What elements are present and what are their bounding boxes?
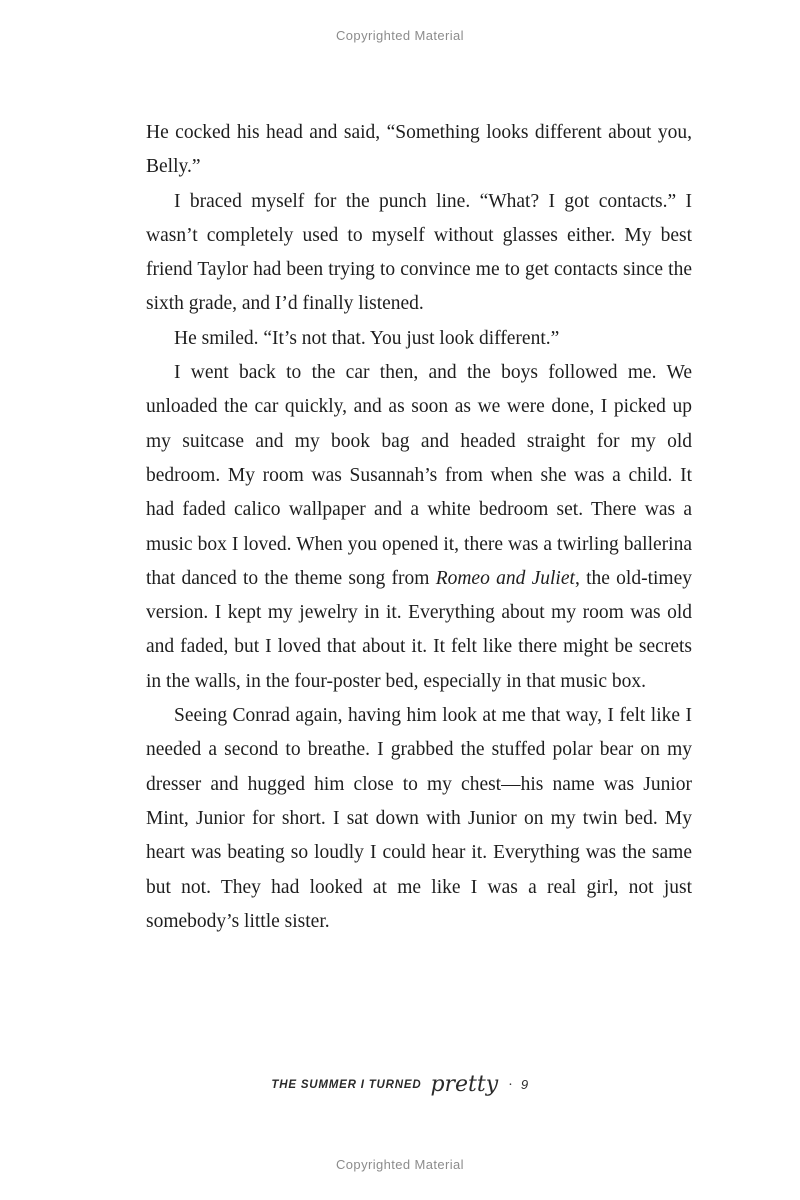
page-footer	[0, 1072, 800, 1097]
paragraph	[146, 185, 692, 322]
footer-separator-dot: ·	[508, 1078, 513, 1093]
paragraph	[146, 322, 692, 356]
text-segment: , the old-timey version. I kept my jewelry in it. Everything about my room was old and faded, but I loved that about it. It felt like there might be secrets in the walls, in the four-poster bed, especially in that music box.	[146, 567, 692, 692]
text-segment: I braced myself for the punch line. “What? I got contacts.” I wasn’t completely used to myself without glasses either. My best friend Taylor had been trying to convince me to get contacts since the sixth grade, and I’d finally listened.	[146, 190, 692, 315]
italic-text-segment: Romeo and Juliet	[435, 567, 575, 589]
text-segment: Seeing Conrad again, having him look at me that way, I felt like I needed a second to breathe. I grabbed the stuffed polar bear on my dresser and hugged him close to my chest—his name was Junior Mint, Junior for short. I sat down with Junior on my twin bed. My heart was beating so loudly I could hear it. Everything was the same but not. They had looked at me like I was a real girl, not just somebody’s little sister.	[146, 705, 692, 932]
copyright-notice-top: Copyrighted Material	[336, 28, 464, 43]
paragraph	[146, 116, 692, 185]
text-segment: He cocked his head and said, “Something looks different about you, Belly.”	[146, 122, 692, 178]
copyright-notice-bottom: Copyrighted Material	[336, 1157, 464, 1172]
footer-book-title-script: pretty	[430, 1072, 499, 1097]
footer-book-title: THE SUMMER I TURNED	[271, 1079, 422, 1091]
page-body	[146, 116, 692, 939]
text-segment: I went back to the car then, and the boys followed me. We unloaded the car quickly, and as soon as we were done, I picked up my suitcase and my book bag and headed straight for my old bedroom. My room was Susannah’s from when she was a child. It had faded calico wallpaper and a white bedroom set. There was a music box I loved. When you opened it, there was a twirling ballerina that danced to the theme song from	[146, 362, 692, 589]
text-segment: He smiled. “It’s not that. You just look different.”	[174, 327, 560, 349]
footer-page-number: 9	[520, 1077, 529, 1092]
paragraph	[146, 699, 692, 939]
paragraph	[146, 356, 692, 699]
